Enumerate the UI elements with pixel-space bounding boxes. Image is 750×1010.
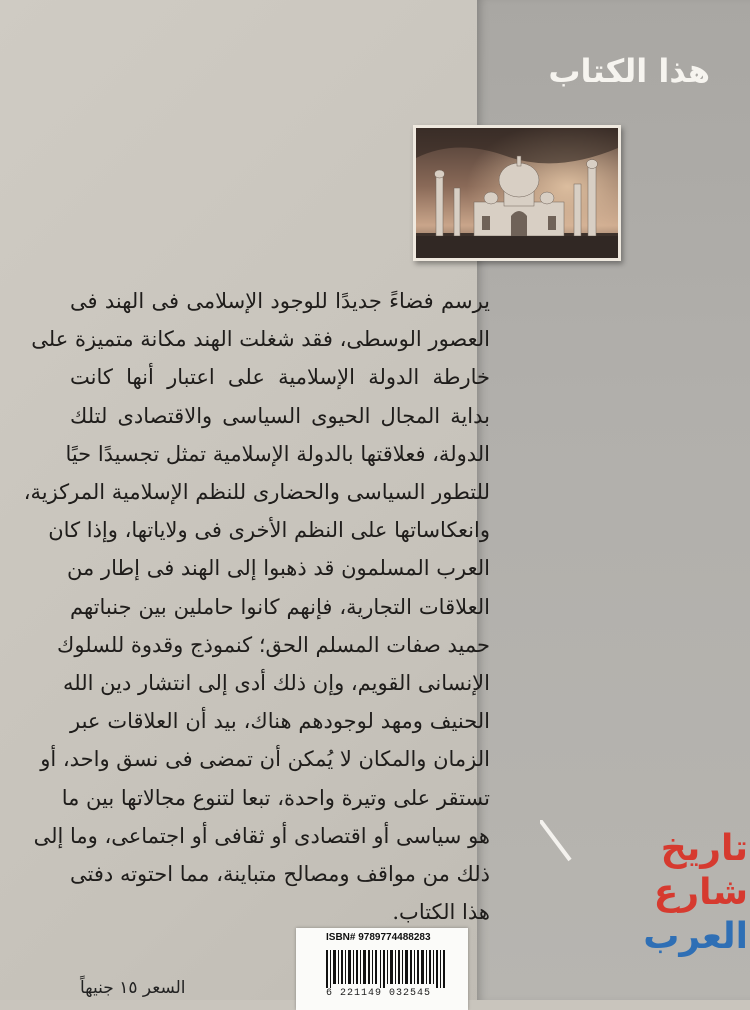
isbn-panel: [296, 928, 468, 1010]
text-line: الإنسانى القويم، وإن ذلك أدى إلى انتشار دين الله: [63, 671, 490, 696]
series-logo-line-2: شارع: [653, 872, 748, 913]
text-line: يرسم فضاءً جديدًا للوجود الإسلامى فى الهند فى: [70, 289, 490, 313]
text-line: بداية المجال الحيوى السياسى والاقتصادى لتلك: [70, 403, 490, 428]
isbn-number: ISBN# 9789774488283: [326, 932, 431, 943]
text-line: للتطور السياسى والحضارى للنظم الإسلامية المركزية،: [23, 480, 490, 505]
text-line: العصور الوسطى، فقد شغلت الهند مكانة متميزة على: [31, 327, 490, 352]
series-logo-line-1: تاريخ: [660, 828, 748, 869]
taj-mahal-illustration: [416, 128, 618, 258]
text-line-last: هذا الكتاب.: [392, 900, 490, 925]
description-text: [23, 282, 490, 931]
text-line: هو سياسى أو اقتصادى أو ثقافى أو اجتماعى، وما إلى: [33, 823, 490, 848]
text-line: ذلك من مواقف ومصالح متباينة، مما احتوته دفتى: [70, 862, 490, 887]
text-line: العلاقات التجارية، فإنهم كانوا حاملين بين جنباتهم: [70, 594, 490, 619]
barcode-icon: [326, 950, 446, 988]
price-label: السعر ١٥ جنيهاً: [80, 978, 186, 998]
band-title: هذا الكتاب: [548, 52, 710, 90]
text-line: تستقر على وتيرة واحدة، تبعا لتنوع مجالاتها بين ما: [61, 785, 490, 810]
text-line: العرب المسلمون قد ذهبوا إلى الهند فى إطار من: [67, 556, 490, 581]
barcode-digits: 6 221149 032545: [326, 988, 432, 999]
series-logo-line-3: العرب: [643, 916, 748, 957]
series-logo: [540, 820, 750, 960]
text-line: حميد صفات المسلم الحق؛ كنموذج وقدوة للسلوك: [57, 632, 490, 657]
text-line: الزمان والمكان لا يُمكن أن تمضى فى نسق واحد، أو: [40, 747, 490, 772]
text-line: خارطة الدولة الإسلامية على اعتبار أنها كانت: [70, 365, 490, 390]
text-line: وانعكاساتها على النظم الأخرى فى ولاياتها، وإذا كان: [48, 518, 490, 543]
text-line: الدولة، فعلاقتها بالدولة الإسلامية تمثل تجسيدًا حيًا: [65, 441, 490, 466]
text-line: الحنيف ومهد لوجودهم هناك، بيد أن العلاقات عبر: [70, 709, 490, 734]
taj-mahal-photo: [413, 125, 621, 261]
